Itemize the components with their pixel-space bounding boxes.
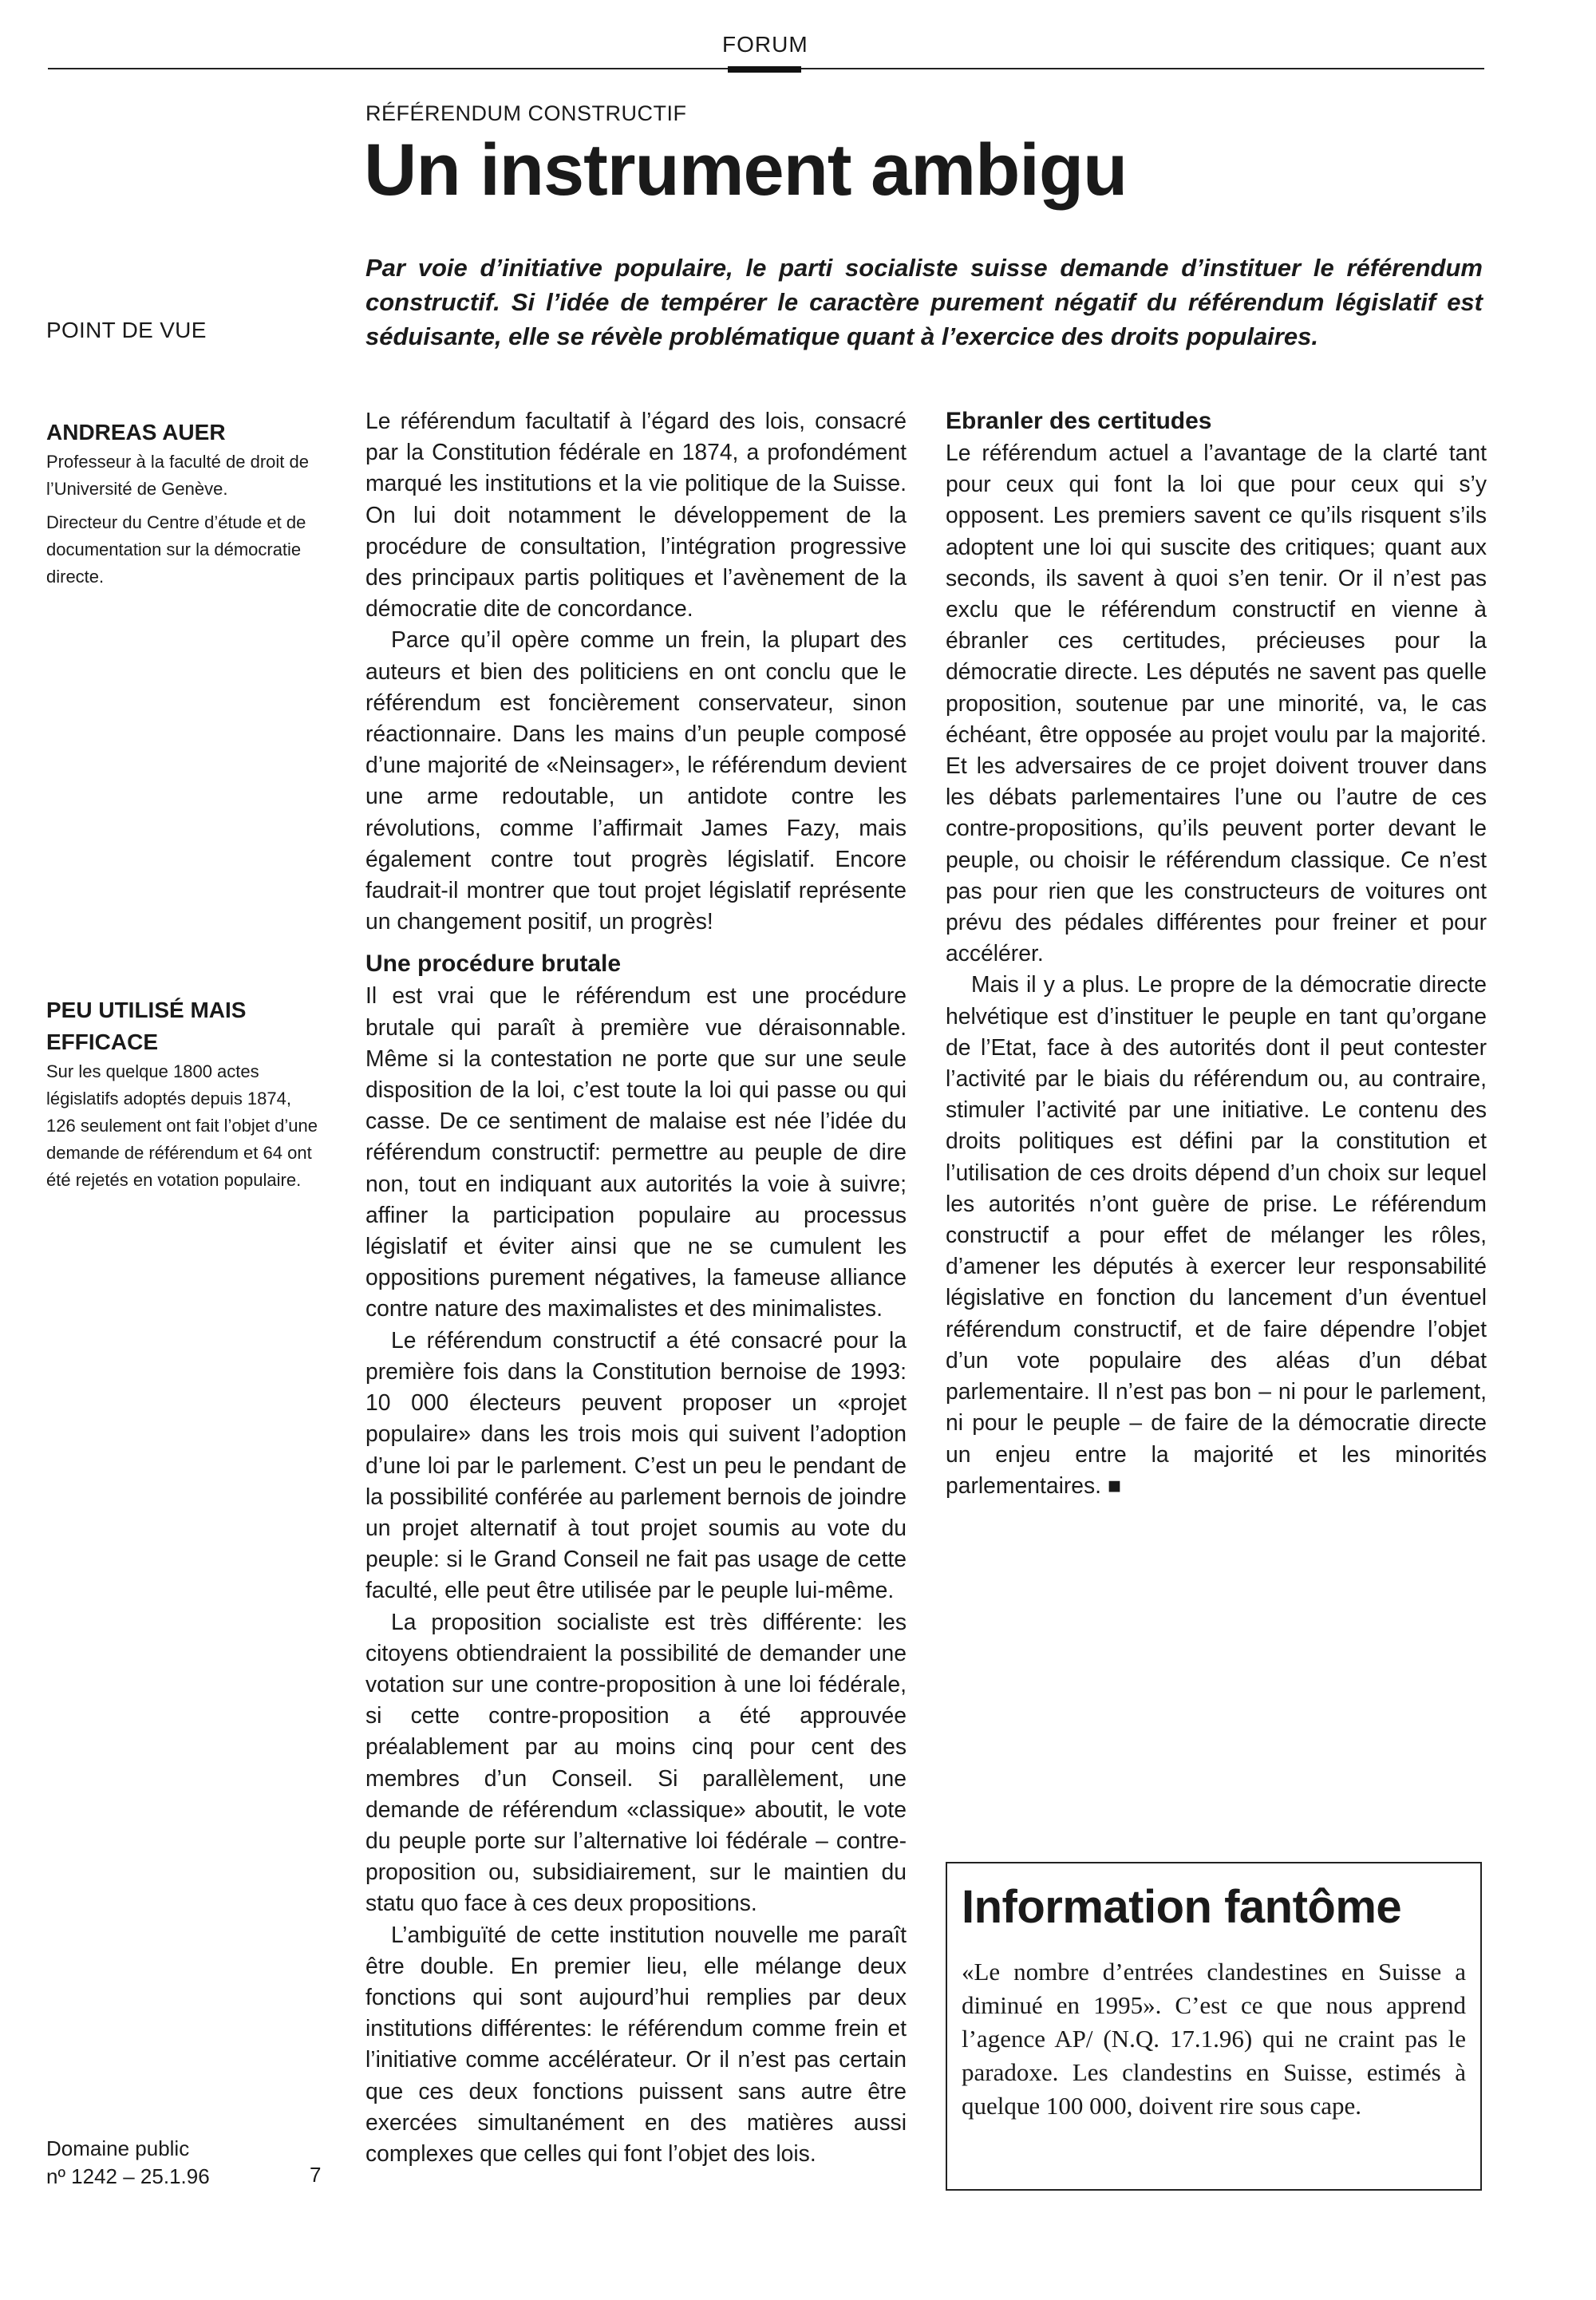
stats-heading: PEU UTILISÉ MAIS EFFICACE [46, 998, 247, 1054]
article-paragraph-6: L’ambiguïté de cette institution nouvelle me paraît être double. En premier lieu, elle mélange deux fonctions qui sont aujourd’hui remplies par deux institutions différentes: le référendum comme frein et l’initiative comme accélérateur. Or il n’est pas certain que ces deux fonctions puissent sans autre être exercées simultanément en des matières aussi complexes que celles qui font l’objet des lois. [365, 1921, 907, 2166]
article-paragraph-4: Le référendum constructif a été consacré pour la première fois dans la Constitution bernoise de 1993: 10 000 électeurs peuvent proposer un «projet populaire» dans les trois mois qui suivent l’adoption d’une loi par le parlement. C’est un peu le pendant de la possibilité conférée au parlement bernois de joindre un projet alternatif à tout projet soumis au vote du peuple: si le Grand Conseil ne fait pas usage de cette faculté, elle peut être utilisée par le peuple lui-même. [365, 1326, 907, 1603]
stats-sidebar [46, 994, 318, 1200]
author-name: ANDREAS AUER [46, 420, 226, 445]
article-paragraph-3: Il est vrai que le référendum est une procédure brutale qui paraît à première vue déraisonnable. Même si la contestation ne porte que sur une seule disposition de la loi, c’est toute la loi qui passe ou qui casse. De ce sentiment de malaise est née l’idée du référendum constructif: permettre au peuple de dire non, tout en indiquant aux autorités la voie à suivre; affiner la participation populaire au processus législatif et éviter ainsi que ne se cumulent les oppositions purement négatives, la fameuse alliance contre nature des maximalistes et des minimalistes. [365, 982, 907, 1322]
article-paragraph-7: Le référendum actuel a l’avantage de la clarté tant pour ceux qui font la loi que pour ceux qui s’y opposent. Les premiers savent ce qu’ils risquent s’ils adoptent une loi qui suscite des critiques; quant aux seconds, ils savent à quoi s’en tenir. Or il n’est pas exclu que le référendum constructif en vienne à ébranler ces certitudes, précieuses pour la démocratie directe. Les députés ne savent pas quelle proposition, soutenue par une minorité, va, le cas échéant, être opposée au projet voulu par la majorité. Et les adversaires de ce projet doivent trouver dans les débats parlementaires l’une ou l’autre de ces contre-propositions, qu’ils peuvent porter devant le peuple, ou choisir le référendum classique. Ce n’est pas pour rien que les constructeurs de voitures ont prévu des pédales différentes pour freiner et pour accélérer. [946, 440, 1487, 966]
info-box-title: Information fantôme [962, 1881, 1402, 1933]
article-title: Un instrument ambigu [364, 129, 1128, 211]
stats-text: Sur les quelque 1800 actes législatifs adoptés depuis 1874, 126 seulement ont fait l’objet d’une demande de référendum et 64 ont été rejetés en votation populaire. [46, 1061, 318, 1190]
subheading-procedure: Une procédure brutale [365, 950, 622, 978]
kicker: RÉFÉRENDUM CONSTRUCTIF [365, 101, 687, 125]
publication-name: Domaine public [46, 2136, 190, 2160]
section-label: FORUM [722, 32, 808, 57]
section-marker-bar [728, 66, 801, 73]
article-column-2 [946, 405, 1487, 1501]
page-number: 7 [310, 2163, 322, 2187]
article-column-1 [365, 405, 907, 2169]
publication-issue: nº 1242 – 25.1.96 [46, 2164, 210, 2188]
article-paragraph-2: Parce qu’il opère comme un frein, la plupart des auteurs et bien des politiciens en ont conclu que le référendum est foncièrement conservateur, sinon réactionnaire. Dans les mains d’un peuple composé d’une majorité de «Neinsager», le référendum devient une arme redoutable, un antidote contre les révolutions, comme l’affirmait James Fazy, mais également contre tout progrès législatif. Encore faudrait-il montrer que tout projet législatif représente un changement positif, un progrès! [365, 626, 907, 935]
publication-info [46, 2135, 210, 2191]
author-bio-1: Professeur à la faculté de droit de l’Université de Genève. [46, 452, 309, 499]
author-bio-2: Directeur du Centre d’étude et de documentation sur la démocratie directe. [46, 512, 306, 587]
article-paragraph-5: La proposition socialiste est très différente: les citoyens obtiendraient la possibilité de demander une votation sur une contre-proposition à une loi fédérale, si cette contre-proposition a été approuvée préalablement par au moins cinq pour cent des membres d’un Conseil. Si parallèlement, une demande de référendum «classique» aboutit, le vote du peuple porte sur l’alternative loi fédérale – contre-proposition ou, subsidiairement, sur le maintien du statu quo face à ces deux propositions. [365, 1608, 907, 1916]
info-box-text: «Le nombre d’entrées clandestines en Suisse a diminué en 1995». C’est ce que nous apprend l’agence AP/ (N.Q. 17.1.96) qui ne craint pas le paradoxe. Les clandestins en Suisse, estimés à quelque 100 000, doivent rire sous cape. [962, 1957, 1466, 2120]
end-mark: ■ [1101, 1472, 1121, 1498]
author-block [46, 417, 318, 597]
article-lead: Par voie d’initiative populaire, le parti socialiste suisse demande d’instituer le référendum constructif. Si l’idée de tempérer le caractère purement négatif du référendum législatif est séduisante, elle se révèle problématique quant à l’exercice des droits populaires. [365, 254, 1483, 350]
info-box [946, 1862, 1482, 2191]
article-paragraph-1: Le référendum facultatif à l’égard des lois, consacré par la Constitution fédérale en 1874, a profondément marqué les institutions et la vie politique de la Suisse. On lui doit notamment le développement de la procédure de consultation, l’intégration progressive des principaux partis politiques et l’avènement de la démocratie dite de concordance. [365, 408, 907, 622]
opinion-label: POINT DE VUE [46, 318, 207, 342]
subheading-certitudes: Ebranler des certitudes [946, 408, 1212, 434]
article-paragraph-8-text: Mais il y a plus. Le propre de la démocratie directe helvétique est d’instituer le peuple en tant qu’organe de l’Etat, face à des autorités dont il peut contester l’activité par le biais du référendum ou, au contraire, stimuler l’activité par une initiative. Le contenu des droits politiques est défini par la constitution et l’utilisation de ces droits dépend d’un choix sur lequel les autorités n’ont guère de prise. Le référendum constructif a pour effet de mélanger les rôles, d’amener les députés à exercer leur responsabilité législative en fonction du lancement d’un éventuel référendum constructif, et de faire dépendre l’objet d’un vote populaire des aléas d’un débat parlementaire. Il n’est pas bon – ni pour le parlement, ni pour le peuple – de faire de la démocratie directe un enjeu entre la majorité et les minorités parlementaires. [946, 971, 1487, 1498]
article-paragraph-8 [946, 969, 1487, 1500]
